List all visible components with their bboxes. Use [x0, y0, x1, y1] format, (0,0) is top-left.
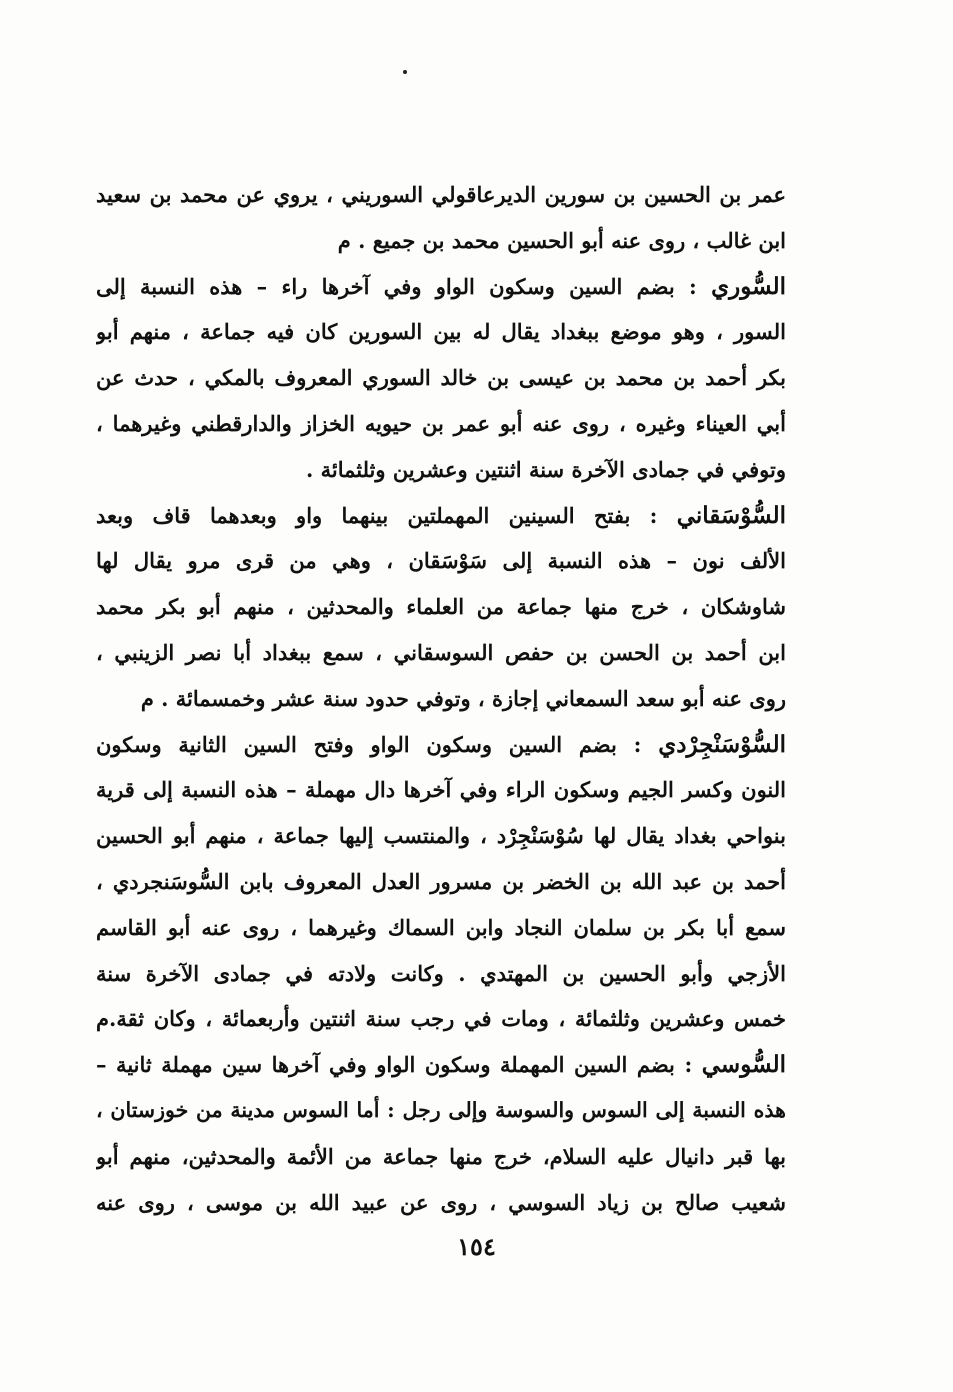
line-text: : بضم السين وسكون الواو وفي آخرها راء – هذه النسبة إلى — [96, 273, 712, 299]
text-line — [96, 447, 786, 493]
line-text: بنواحي بغداد يقال لها سُوْسَنْجِرْد ، والمنتسب إليها جماعة ، منهم أبو الحسين — [96, 823, 786, 849]
line-text: خمس وعشرين وثلثمائة ، ومات في رجب سنة اثنتين وأربعمائة ، وكان ثقة.م — [96, 1006, 786, 1032]
text-line — [96, 813, 786, 859]
text-line — [96, 630, 786, 676]
page-number: ١٥٤ — [457, 1232, 496, 1261]
line-text: أبي العيناء وغيره ، روى عنه أبو عمر بن حيويه الخزاز والدارقطني وغيرهما ، — [96, 410, 786, 436]
line-text: سمع أبا بكر بن سلمان النجاد وابن السماك وغيرهما ، روى عنه أبو القاسم — [96, 914, 786, 940]
line-text: بكر أحمد بن محمد بن عيسى بن خالد السوري المعروف بالمكي ، حدث عن — [96, 365, 786, 391]
line-text: عمر بن الحسين بن سورين الديرعاقولي السوريني ، يروي عن محمد بن سعيد — [96, 182, 786, 207]
text-line — [96, 905, 786, 951]
entry-heading: السُّوْسَنْجِرْدي — [658, 730, 786, 758]
text-line — [96, 767, 786, 813]
line-text: الألف نون – هذه النسبة إلى سَوْسَقان ، وهي من قرى مرو يقال لها — [96, 548, 786, 574]
entry-heading: السُّوْسَقاني — [676, 501, 786, 529]
line-text: وتوفي في جمادى الآخرة سنة اثنتين وعشرين وثلثمائة . — [305, 456, 786, 482]
text-line — [96, 172, 786, 218]
line-text: هذه النسبة إلى السوس والسوسة وإلى رجل : أما السوس مدينة من خوزستان ، — [96, 1097, 786, 1122]
text-line — [96, 1088, 786, 1134]
line-text: : بفتح السينين المهملتين بينهما واو وبعدهما قاف وبعد — [96, 502, 677, 528]
text-line — [96, 951, 786, 997]
text-line — [96, 676, 786, 722]
text-line — [96, 859, 786, 905]
text-line — [96, 996, 786, 1042]
text-line — [96, 1180, 786, 1226]
text-line — [96, 1134, 786, 1180]
text-line — [96, 722, 786, 768]
line-text: النون وكسر الجيم وسكون الراء وفي آخرها دال مهملة – هذه النسبة إلى قرية — [96, 777, 786, 803]
text-line — [96, 401, 786, 447]
text-line — [96, 264, 786, 310]
ink-speck — [403, 70, 407, 74]
line-text: روى عنه أبو سعد السمعاني إجازة ، وتوفي حدود سنة عشر وخمسمائة . م — [140, 685, 786, 711]
line-text: ابن غالب ، روى عنه أبو الحسين محمد بن جميع . م — [337, 227, 786, 253]
body-text — [96, 172, 786, 1225]
entry-heading: السُّوري — [711, 272, 786, 300]
line-text: شعيب صالح بن زياد السوسي ، روى عن عبيد الله بن موسى ، روى عنه — [96, 1189, 786, 1215]
line-text: ابن أحمد بن الحسن بن حفص السوسقاني ، سمع ببغداد أبا نصر الزينبي ، — [96, 639, 786, 665]
text-line — [96, 493, 786, 539]
text-line — [96, 1042, 786, 1088]
text-line — [96, 218, 786, 264]
text-line — [96, 309, 786, 355]
text-line — [96, 355, 786, 401]
line-text: : بضم السين وسكون الواو وفتح السين الثانية وسكون — [96, 731, 659, 757]
text-line — [96, 584, 786, 630]
line-text: شاوشكان ، خرج منها جماعة من العلماء والمحدثين ، منهم أبو بكر محمد — [96, 594, 786, 620]
line-text: الأزجي وأبو الحسين بن المهتدي . وكانت ولادته في جمادى الآخرة سنة — [96, 960, 786, 986]
text-line — [96, 538, 786, 584]
line-text: السور ، وهو موضع ببغداد يقال له بين السورين كان فيه جماعة ، منهم أبو — [96, 319, 786, 345]
line-text: : بضم السين المهملة وسكون الواو وفي آخرها سين مهملة ثانية – — [96, 1052, 702, 1078]
line-text: أحمد بن عبد الله بن الخضر بن مسرور العدل المعروف بابن السُّوسَنجردي ، — [96, 868, 786, 894]
line-text: بها قبر دانيال عليه السلام، خرج منها جماعة من الأئمة والمحدثين، منهم أبو — [96, 1143, 786, 1169]
entry-heading: السُّوسي — [701, 1051, 786, 1079]
